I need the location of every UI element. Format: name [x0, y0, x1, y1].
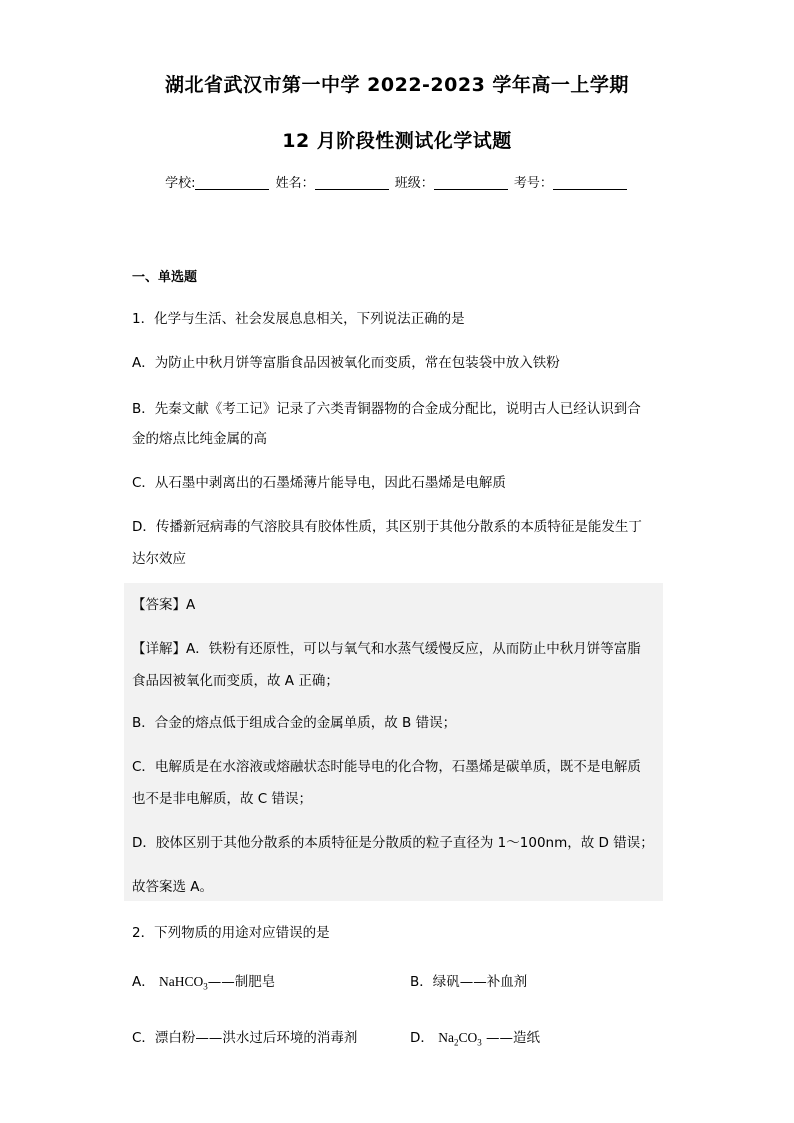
- name-label: 姓名：: [275, 176, 315, 191]
- answer-explanation-box: [124, 583, 663, 901]
- q2-option-d-label: D．: [410, 1030, 434, 1046]
- q1-detail-line3: B．合金的熔点低于组成合金的金属单质，故 B 错误；: [132, 715, 457, 731]
- class-label: 班级：: [394, 176, 434, 191]
- q2-d-formula-sub1: 2: [453, 1037, 459, 1048]
- class-blank: [434, 175, 508, 190]
- q2-option-d-text: ——造纸: [481, 1030, 541, 1046]
- q2-option-b: B．绿矾——补血剂: [410, 974, 528, 990]
- q1-detail-line4: C．电解质是在水溶液或熔融状态时能导电的化合物，石墨烯是碳单质，既不是电解质: [132, 759, 641, 775]
- q1-option-b-line2: 金的熔点比纯金属的高: [132, 431, 267, 447]
- exam-title-line2: 12 月阶段性测试化学试题: [282, 130, 512, 152]
- q2-option-d: [410, 1026, 540, 1048]
- q2-option-a-formula: [159, 974, 208, 992]
- q1-option-d-line1: D．传播新冠病毒的气溶胶具有胶体性质，其区别于其他分散系的本质特征是能发生丁: [132, 519, 642, 535]
- q2-option-d-formula: [438, 1030, 482, 1048]
- q1-option-b-line1: B．先秦文献《考工记》记录了六类青铜器物的合金成分配比，说明古人已经认识到合: [132, 401, 641, 417]
- q1-detail-line5: 也不是非电解质，故 C 错误；: [132, 791, 313, 807]
- q1-option-c: C．从石墨中剥离出的石墨烯薄片能导电，因此石墨烯是电解质: [132, 475, 506, 491]
- student-info-line: [0, 172, 794, 191]
- section-heading: 一、单选题: [132, 270, 198, 285]
- exam-number-label: 考号：: [513, 176, 553, 191]
- q1-detail-line2: 食品因被氧化而变质，故 A 正确；: [132, 673, 339, 689]
- q1-detail-line6: D．胶体区别于其他分散系的本质特征是分散质的粒子直径为 1～100nm，故 D 错误；: [132, 835, 654, 851]
- q1-option-a: A．为防止中秋月饼等富脂食品因被氧化而变质，常在包装袋中放入铁粉: [132, 355, 560, 371]
- q2-a-formula-main: NaHCO: [159, 974, 204, 989]
- q2-option-a: [132, 970, 275, 992]
- q1-answer: 【答案】A: [132, 597, 196, 613]
- q1-detail-line1: 【详解】A．铁粉有还原性，可以与氧气和水蒸气缓慢反应，从而防止中秋月饼等富脂: [132, 641, 641, 657]
- q2-stem: 2．下列物质的用途对应错误的是: [132, 925, 330, 941]
- q1-detail-line7: 故答案选 A。: [132, 879, 214, 895]
- exam-number-blank: [553, 175, 627, 190]
- school-blank: [195, 175, 269, 190]
- q2-d-formula-sub2: 3: [477, 1037, 482, 1048]
- q2-d-formula-part2: CO: [458, 1030, 478, 1045]
- q2-option-a-text: ——制肥皂: [207, 974, 276, 990]
- school-label: 学校:: [165, 176, 196, 191]
- q2-option-a-label: A．: [132, 974, 155, 990]
- q2-a-formula-sub: 3: [203, 981, 208, 992]
- q1-option-d-line2: 达尔效应: [132, 551, 186, 567]
- q2-d-formula-part1: Na: [438, 1030, 454, 1045]
- q2-option-c: C．漂白粉——洪水过后环境的消毒剂: [132, 1030, 358, 1046]
- q1-stem: 1．化学与生活、社会发展息息相关，下列说法正确的是: [132, 311, 465, 327]
- exam-title-line1: 湖北省武汉市第一中学 2022-2023 学年高一上学期: [165, 74, 629, 96]
- name-blank: [315, 175, 389, 190]
